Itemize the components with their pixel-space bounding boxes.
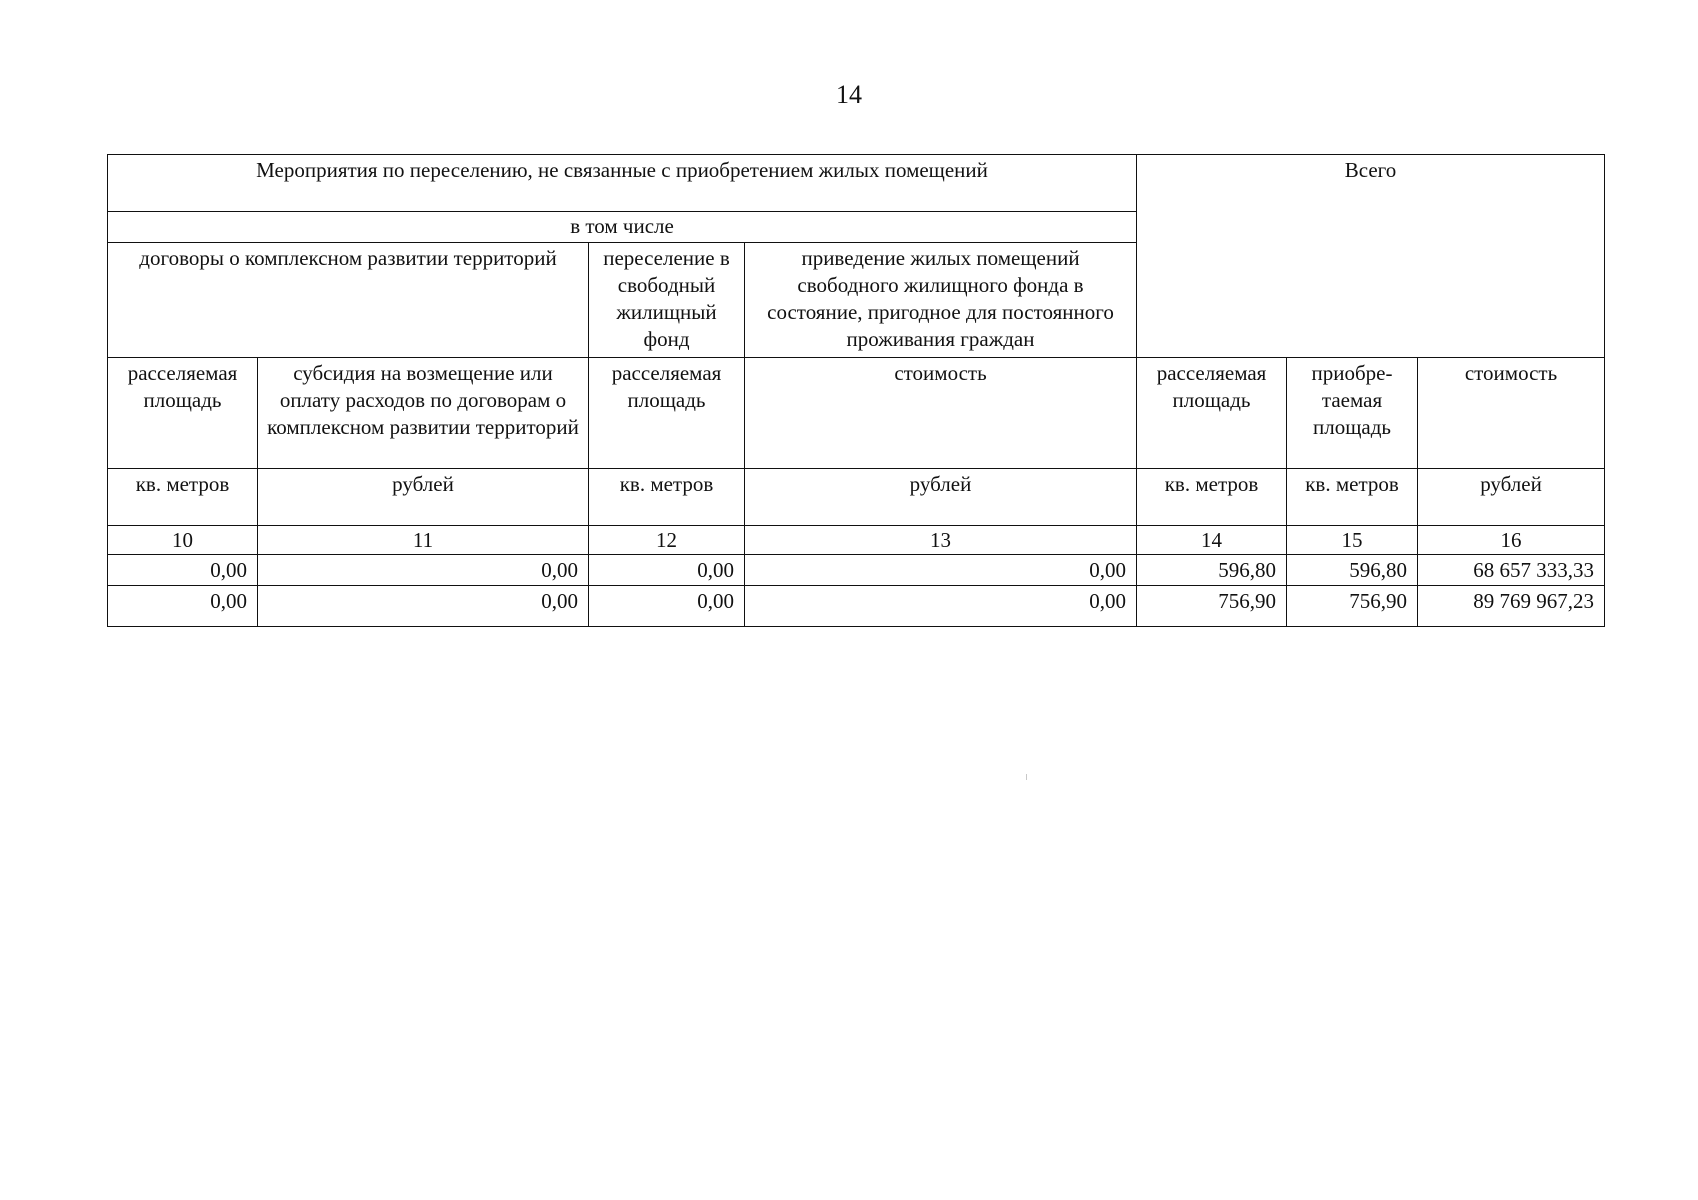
table-cell: 0,00 bbox=[589, 555, 745, 586]
scan-artifact-mark bbox=[1026, 774, 1027, 780]
table-row bbox=[108, 555, 1605, 586]
table-cell: 89 769 967,23 bbox=[1418, 586, 1605, 627]
header-group-non-acquisition: Мероприятия по переселению, не связанные с приобретением жилых помещений bbox=[108, 155, 1137, 212]
column-unit-14: кв. метров bbox=[1137, 469, 1287, 526]
table-cell: 756,90 bbox=[1137, 586, 1287, 627]
column-header-13: стоимость bbox=[745, 358, 1137, 469]
column-header-15: приобре-таемая площадь bbox=[1287, 358, 1418, 469]
column-unit-13: рублей bbox=[745, 469, 1137, 526]
page-number: 14 bbox=[836, 80, 862, 109]
column-header-10: расселяемая площадь bbox=[108, 358, 258, 469]
column-index-10: 10 bbox=[108, 526, 258, 555]
table-cell: 0,00 bbox=[589, 586, 745, 627]
column-header-12: расселяемая площадь bbox=[589, 358, 745, 469]
resettlement-table bbox=[107, 154, 1605, 627]
column-unit-10: кв. метров bbox=[108, 469, 258, 526]
table-cell: 596,80 bbox=[1137, 555, 1287, 586]
column-unit-16: рублей bbox=[1418, 469, 1605, 526]
table-cell: 0,00 bbox=[108, 555, 258, 586]
header-category-privedenie: приведение жилых помещений свободного жилищного фонда в состояние, пригодное для постоянного проживания граждан bbox=[745, 243, 1137, 358]
column-header-16: стоимость bbox=[1418, 358, 1605, 469]
column-header-11: субсидия на возмещение или оплату расходов по договорам о комплексном развитии территорий bbox=[258, 358, 589, 469]
table-cell: 0,00 bbox=[258, 586, 589, 627]
header-including: в том числе bbox=[108, 212, 1137, 243]
table-cell: 756,90 bbox=[1287, 586, 1418, 627]
column-index-13: 13 bbox=[745, 526, 1137, 555]
header-group-total: Всего bbox=[1137, 155, 1605, 358]
table-cell: 0,00 bbox=[745, 586, 1137, 627]
header-category-kompleks: договоры о комплексном развитии территорий bbox=[108, 243, 589, 358]
column-index-12: 12 bbox=[589, 526, 745, 555]
column-index-15: 15 bbox=[1287, 526, 1418, 555]
column-unit-15: кв. метров bbox=[1287, 469, 1418, 526]
table-cell: 0,00 bbox=[745, 555, 1137, 586]
column-unit-11: рублей bbox=[258, 469, 589, 526]
table-cell: 596,80 bbox=[1287, 555, 1418, 586]
table-cell: 68 657 333,33 bbox=[1418, 555, 1605, 586]
table-cell: 0,00 bbox=[258, 555, 589, 586]
column-unit-12: кв. метров bbox=[589, 469, 745, 526]
column-index-11: 11 bbox=[258, 526, 589, 555]
table-row bbox=[108, 586, 1605, 627]
table-cell: 0,00 bbox=[108, 586, 258, 627]
column-index-14: 14 bbox=[1137, 526, 1287, 555]
column-index-16: 16 bbox=[1418, 526, 1605, 555]
column-header-14: расселяемая площадь bbox=[1137, 358, 1287, 469]
header-category-pereselenie: переселение в свободный жилищный фонд bbox=[589, 243, 745, 358]
